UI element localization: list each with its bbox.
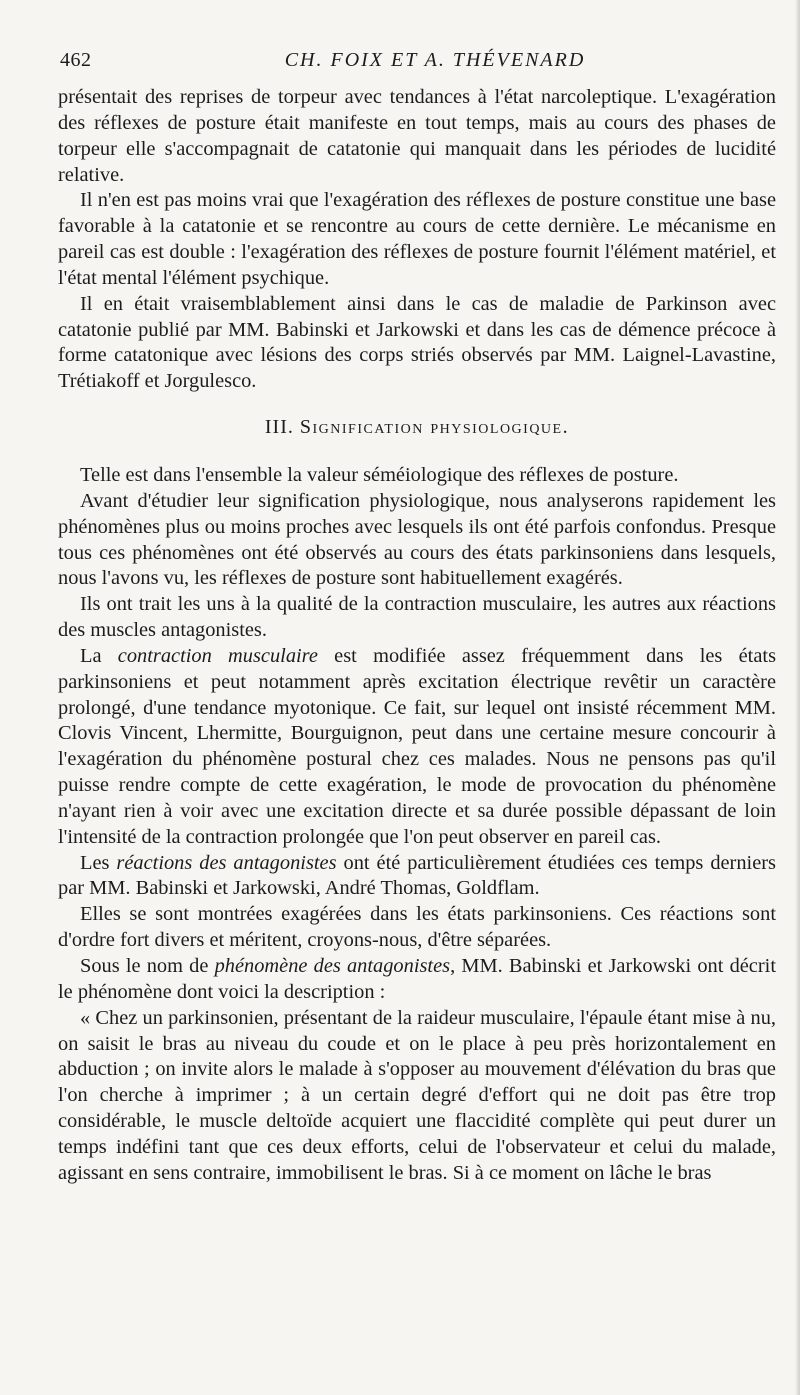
p8-emphasis: réactions des antagonistes [116, 851, 337, 874]
p7-rest: est modifiée assez fréquemment dans les états parkinsoniens et peut notamment après excitation électrique revêtir un caractère prolongé, d'une tendance myotonique. Ce fait, sur lequel ont insisté récemment MM. Clovis Vincent, Lhermitte, Bourguignon, peut dans une certaine mesure concourir à l'exagération du phénomène postural chez ces malades. Nous ne pensons pas qu'il puisse rendre compte de cette exagération, le mode de provocation du phénomène n'ayant rien à voir avec une excitation directe et sa durée possible dépassant de loin l'intensité de la contraction prolongée que l'on peut observer en pareil cas. [58, 644, 777, 848]
p8-rest: ont été particulièrement étudiées ces temps derniers par MM. Babinski et Jarkowski, André Thomas, Goldflam. [58, 851, 776, 900]
paragraph-8 [58, 851, 776, 903]
page-body [58, 85, 776, 1187]
paragraph-3: Il en était vraisemblablement ainsi dans le cas de maladie de Parkinson avec catatonie publié par MM. Babinski et Jarkowski et dans les cas de démence précoce à forme catatonique avec lésions des corps striés observés par MM. Laignel-Lavastine, Trétiakoff et Jorgulesco. [58, 292, 776, 393]
p10-emphasis: phénomène des antagonistes [214, 955, 451, 977]
paragraph-5: Avant d'étudier leur signification physiologique, nous analyserons rapidement les phénomènes plus ou moins proches avec lesquels ils ont été parfois confondus. Presque tous ces phénomènes ont été observés au cours des états parkinsoniens dans lesquels, nous l'avons vu, les réflexes de posture sont habituellement exagérés. [58, 489, 776, 590]
p10-rest: , MM. Babinski et Jarkowski ont décrit le phénomène dont voici la description : [58, 955, 776, 1003]
p8-lead: Les [80, 851, 117, 874]
paragraph-9: Elles se sont montrées exagérées dans les états parkinsoniens. Ces réactions sont d'ordre fort divers et méritent, croyons-nous, d'être séparées. [58, 903, 776, 952]
section-heading [58, 415, 776, 441]
p7-lead: La [80, 644, 118, 667]
paragraph-6: Ils ont trait les uns à la qualité de la contraction musculaire, les autres aux réactions des muscles antagonistes. [58, 593, 776, 642]
p7-emphasis: contraction musculaire [117, 644, 318, 667]
p10-lead: Sous le nom de [80, 955, 215, 977]
paragraph-2: Il n'en est pas moins vrai que l'exagération des réflexes de posture constitue une base favorable à la catatonie et se rencontre au cours de cette dernière. Le mécanisme en pareil cas est double : l'exagération des réflexes de posture fournit l'élément matériel, et l'état mental l'élément psychique. [58, 189, 776, 289]
running-title: CH. FOIX ET A. THÉVENARD [284, 49, 586, 71]
paragraph-11-quote: « Chez un parkinsonien, présentant de la raideur musculaire, l'épaule étant mise à nu, on saisit le bras au niveau du coude et on le place à peu près horizontalement en abduction ; on invite alors le malade à s'opposer au mouvement d'élévation du bras que l'on cherche à imprimer ; à un certain degré d'effort qui ne doit pas être trop considérable, le muscle deltoïde acquiert une flaccidité complète qui peut durer un temps indéfini tant que ces deux efforts, celui de l'observateur et celui du malade, agissant en sens contraire, immobilisent le bras. Si à ce moment on lâche le bras [58, 1006, 776, 1184]
section-title: Signification physiologique. [299, 416, 570, 439]
page-number: 462 [60, 49, 92, 71]
paragraph-7 [58, 644, 776, 851]
page-header [60, 49, 770, 77]
paragraph-10 [58, 954, 776, 1006]
section-number: III. [264, 416, 294, 439]
paragraph-4: Telle est dans l'ensemble la valeur séméiologique des réflexes de posture. [80, 463, 679, 486]
paragraph-1: présentait des reprises de torpeur avec tendances à l'état narcoleptique. L'exagération des réflexes de posture était manifeste en tout temps, mais au cours des phases de torpeur elle s'accompagnait de catatonie qui manquait dans les périodes de lucidité relative. [58, 86, 776, 186]
page-edge-shadow [795, 0, 800, 1395]
